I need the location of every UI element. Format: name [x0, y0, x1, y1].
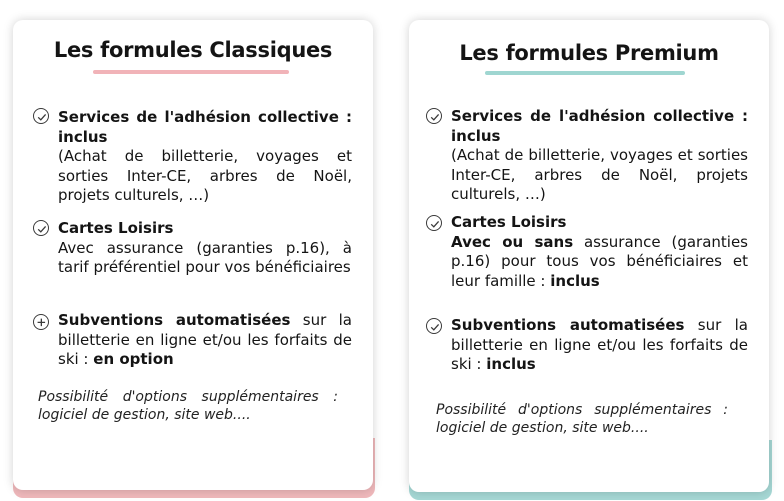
feature-description: sur la billetterie en ligne et/ou les forfaits de ski :	[451, 316, 748, 373]
feature-description: assurance (garanties p.16) pour tous vos bénéficiaires et leur famille :	[451, 232, 748, 290]
premium-options-note	[436, 401, 728, 437]
feature-heading: Cartes Loisirs	[58, 219, 174, 237]
options-note-text: Possibilité d'options supplémentaires : logiciel de gestion, site web....	[38, 389, 338, 423]
feature-description: (Achat de billetterie, voyages et sorties Inter-CE, arbres de Noël, projets culturels, …)	[58, 147, 352, 204]
check-circle-icon	[426, 215, 442, 231]
feature-description: sur la billetterie en ligne et/ou les forfaits de ski :	[58, 311, 352, 368]
feature-status: en option	[93, 350, 174, 368]
classic-title-underline	[93, 70, 289, 74]
classic-card	[13, 20, 373, 490]
feature-heading: Cartes Loisirs	[451, 213, 567, 231]
premium-title-underline	[485, 71, 685, 75]
classic-feature-subventions	[58, 311, 352, 370]
classic-feature-cartes-loisirs	[58, 219, 352, 278]
premium-card-title: Les formules Premium	[459, 41, 719, 65]
check-circle-icon	[33, 108, 49, 124]
feature-heading: Services de l'adhésion collective : inclus	[58, 108, 352, 146]
classic-feature-adhesion	[58, 108, 352, 206]
feature-heading: Subventions automatisées	[58, 311, 291, 329]
feature-status: inclus	[486, 355, 536, 373]
classic-options-note	[38, 388, 338, 424]
premium-card-body	[409, 20, 769, 492]
check-circle-icon	[426, 318, 442, 334]
feature-description: (Achat de billetterie, voyages et sorties Inter-CE, arbres de Noël, projets culturels, …)	[451, 146, 748, 203]
check-circle-icon	[33, 220, 49, 236]
plus-circle-icon	[33, 314, 49, 330]
feature-heading: Subventions automatisées	[451, 316, 685, 334]
feature-status: inclus	[550, 271, 600, 290]
premium-feature-subventions	[451, 316, 748, 375]
classic-card-title: Les formules Classiques	[53, 38, 333, 62]
options-note-text: Possibilité d'options supplémentaires : logiciel de gestion, site web....	[436, 402, 728, 436]
premium-card	[409, 20, 769, 492]
check-circle-icon	[426, 108, 442, 124]
classic-card-body	[13, 20, 373, 490]
feature-heading: Services de l'adhésion collective : inclus	[451, 107, 748, 145]
premium-feature-adhesion	[451, 107, 748, 205]
feature-bold-lead: Avec ou sans	[451, 232, 574, 251]
feature-description: Avec assurance (garanties p.16), à tarif préférentiel pour vos bénéficiaires	[58, 238, 352, 276]
premium-feature-cartes-loisirs	[451, 213, 748, 291]
